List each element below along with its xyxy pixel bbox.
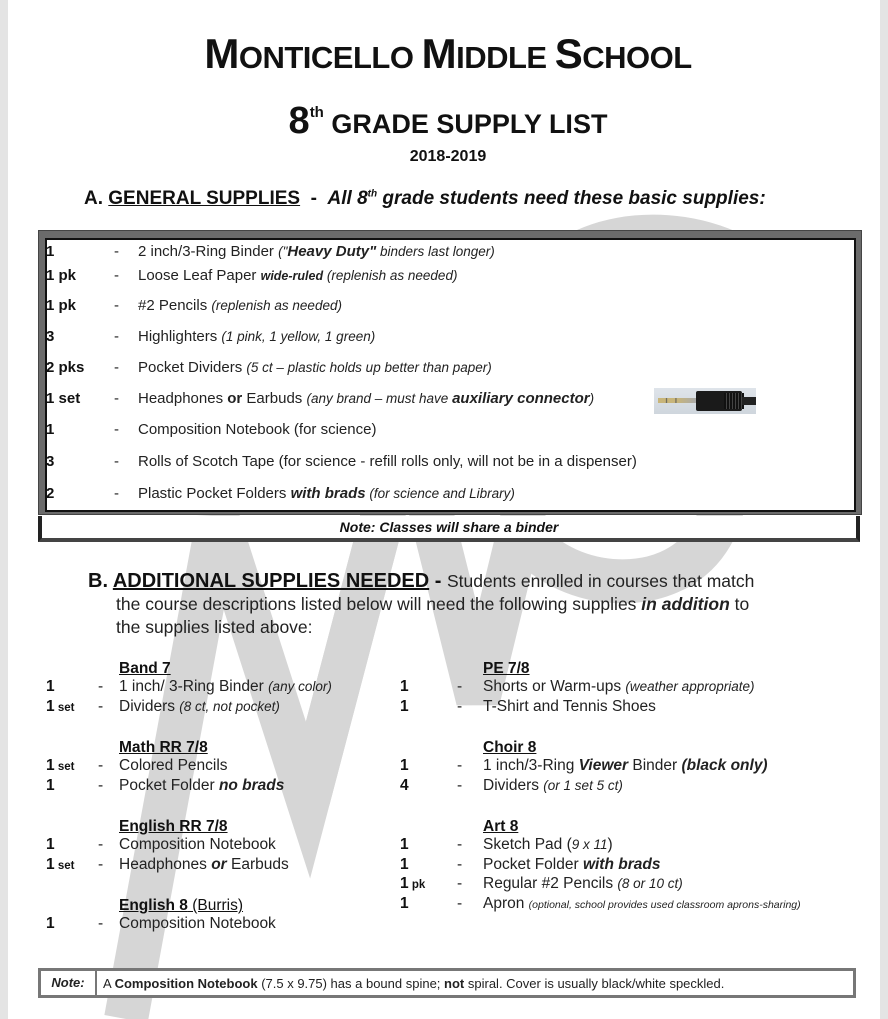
qty-number: 1: [46, 757, 55, 774]
item-quantity: [46, 698, 74, 716]
course-supply-item: [400, 836, 613, 856]
course-supply-item: [46, 836, 276, 856]
text-run: Regular #2 Pencils: [483, 875, 618, 892]
text-run: (weather appropriate): [625, 679, 755, 694]
qty-number: 1: [400, 875, 409, 892]
text-run: (or 1 set 5 ct): [543, 777, 623, 793]
item-quantity: [46, 836, 55, 854]
text-run: Plastic Pocket Folders: [138, 485, 291, 502]
text-run: Dividers: [483, 776, 544, 794]
course-supply-item: [400, 678, 755, 698]
text-run: 9 x 11: [571, 837, 608, 852]
text-run: (optional, school provides used classroom aprons-sharing): [528, 898, 801, 911]
text-run: Rolls of Scotch Tape (for science - refill rolls only, will not be in a dispenser): [138, 453, 637, 470]
text-run: Heavy Duty": [287, 243, 377, 260]
item-description: [138, 453, 637, 470]
item-dash: -: [114, 421, 119, 438]
item-description: [119, 856, 289, 874]
item-quantity: [400, 698, 409, 716]
item-quantity: 3: [46, 328, 55, 345]
qty-number: 1: [46, 836, 55, 853]
course-block: [46, 818, 289, 875]
text-run: (any color): [268, 679, 332, 694]
item-description: [138, 267, 457, 284]
course-supply-item: [400, 894, 801, 915]
course-block: [400, 818, 801, 914]
course-teacher: (Burris): [187, 897, 244, 914]
text-run: Composition Notebook: [119, 915, 276, 932]
item-description: [483, 698, 656, 716]
qty-number: 1: [46, 776, 55, 794]
text-run: (8 or 10 ct): [617, 876, 683, 891]
item-quantity: 1: [46, 421, 55, 438]
item-description: [138, 328, 375, 345]
item-quantity: [46, 678, 55, 696]
item-dash: -: [114, 453, 119, 470]
item-dash: -: [114, 328, 119, 345]
course-supply-item: [46, 678, 332, 698]
course-supply-item: [46, 855, 289, 876]
text-run: Pocket Dividers: [138, 359, 247, 376]
item-description: [483, 678, 754, 696]
text-run: A: [103, 975, 115, 991]
text-run: 1 inch/3-Ring: [483, 757, 579, 774]
item-dash: -: [114, 297, 119, 314]
note-label: Note:: [41, 971, 97, 995]
composition-notebook-note: [38, 968, 856, 998]
item-dash: -: [114, 267, 119, 284]
item-quantity: [46, 777, 55, 795]
item-dash: -: [114, 243, 119, 260]
text-run: (black only): [681, 757, 768, 774]
course-title: [400, 818, 518, 836]
course-name: English 8: [119, 897, 188, 914]
qty-number: 1: [400, 836, 409, 853]
text-run: Pocket Folder: [483, 855, 583, 873]
text-run: #2 Pencils: [138, 297, 212, 314]
item-description: [483, 757, 768, 775]
item-dash: -: [114, 359, 119, 376]
course-supply-item: [46, 697, 280, 718]
text-run: (for science and Library): [365, 486, 515, 501]
course-name: PE 7/8: [483, 660, 530, 677]
qty-number: 1: [400, 757, 409, 774]
qty-unit: pk: [408, 879, 426, 891]
section-a-heading: A. GENERAL SUPPLIES - All 8th grade students need these basic supplies:: [84, 188, 766, 209]
course-title: [46, 660, 171, 678]
qty-number: 1: [400, 855, 409, 873]
text-run: Composition Notebook: [114, 975, 258, 991]
item-quantity: [400, 836, 409, 854]
item-quantity: [46, 915, 55, 933]
document-page: [8, 0, 880, 1019]
text-run: (1 pink, 1 yellow, 1 green): [221, 329, 376, 344]
text-run: wide-ruled: [260, 269, 324, 283]
text-run: binders last longer): [376, 244, 495, 259]
text-run: no brads: [218, 776, 285, 794]
course-block: [46, 739, 285, 796]
text-run: Headphones: [119, 855, 212, 873]
text-run: Colored Pencils: [119, 757, 228, 774]
item-dash: -: [457, 678, 463, 695]
text-run: or: [227, 390, 243, 407]
item-quantity: 3: [46, 453, 55, 470]
text-run: Binder: [628, 757, 682, 774]
list-title: 8th GRADE SUPPLY LIST: [288, 100, 608, 142]
item-quantity: 1: [46, 243, 55, 260]
course-title: [400, 660, 530, 678]
item-description: [138, 243, 495, 260]
item-description: [119, 915, 276, 933]
qty-number: 1: [400, 894, 409, 912]
course-name: Math RR 7/8: [119, 739, 208, 756]
course-supply-item: [400, 757, 768, 777]
audio-jack-icon: [654, 388, 756, 414]
item-quantity: [400, 875, 425, 893]
text-run: Loose Leaf Paper: [138, 267, 261, 284]
item-description: [483, 856, 660, 874]
course-supply-item: [400, 875, 683, 895]
item-description: [119, 836, 276, 854]
item-description: [119, 777, 284, 795]
text-run: T-Shirt and Tennis Shoes: [483, 697, 656, 715]
qty-number: 1: [46, 697, 55, 715]
item-dash: -: [457, 697, 463, 715]
course-supply-item: [46, 776, 285, 797]
course-supply-item: [400, 776, 623, 797]
item-dash: -: [98, 915, 104, 932]
item-description: [138, 485, 515, 502]
note-text: [97, 976, 724, 991]
item-quantity: [400, 895, 409, 913]
text-run: (7.5 x 9.75) has a bound spine;: [257, 975, 445, 991]
item-quantity: [46, 757, 74, 775]
text-run: Sketch Pad (: [483, 836, 572, 853]
text-run: Apron: [483, 894, 529, 912]
item-dash: -: [98, 678, 104, 695]
item-dash: -: [98, 757, 104, 774]
qty-unit: set: [54, 859, 75, 872]
item-description: [119, 698, 280, 716]
course-name: Choir 8: [483, 739, 537, 756]
text-run: Shorts or Warm-ups: [483, 678, 626, 695]
qty-unit: set: [54, 761, 75, 773]
qty-number: 1: [400, 697, 409, 715]
school-year: 2018-2019: [409, 148, 487, 165]
text-run: auxiliary connector: [452, 390, 590, 407]
course-name: English RR 7/8: [119, 818, 228, 835]
item-description: [138, 421, 376, 438]
item-quantity: [400, 678, 409, 696]
text-run: 1 inch/ 3-Ring Binder: [119, 678, 269, 695]
item-dash: -: [114, 390, 119, 407]
text-run: Pocket Folder: [119, 776, 219, 794]
text-run: Composition Notebook: [119, 836, 276, 853]
item-quantity: 2 pks: [46, 359, 85, 376]
text-run: (8 ct, not pocket): [179, 698, 280, 714]
course-block: [46, 897, 276, 935]
item-dash: -: [457, 776, 463, 794]
item-quantity: [400, 757, 409, 775]
text-run: with brads: [290, 485, 366, 502]
item-quantity: [400, 777, 409, 795]
text-run: spiral. Cover is usually black/white speckled.: [464, 975, 725, 991]
text-run: 2 inch/3-Ring Binder: [138, 243, 279, 260]
text-run: Viewer: [578, 757, 629, 774]
item-dash: -: [457, 894, 463, 912]
text-run: Highlighters: [138, 328, 222, 345]
text-run: (any brand – must have: [306, 391, 453, 406]
item-description: [483, 875, 683, 893]
school-name: MONTICELLO MIDDLE SCHOOL: [204, 30, 692, 77]
item-quantity: 1 set: [46, 390, 81, 407]
course-block: [400, 739, 768, 796]
qty-number: 1: [46, 915, 55, 932]
text-run: Earbuds: [226, 855, 289, 873]
text-run: with brads: [582, 855, 661, 873]
course-name: Band 7: [119, 660, 171, 677]
item-description: [483, 895, 801, 913]
section-b-heading: B. ADDITIONAL SUPPLIES NEEDED - Students enrolled in courses that match the course descriptions listed below will need the following supplies in addition to the supplies listed above:: [88, 570, 755, 637]
item-dash: -: [457, 875, 463, 892]
course-supply-item: [400, 697, 656, 718]
course-supply-item: [400, 855, 661, 876]
item-dash: -: [98, 776, 104, 794]
course-title: [46, 818, 228, 836]
item-dash: -: [98, 836, 104, 853]
item-quantity: 1 pk: [46, 267, 77, 284]
item-dash: -: [457, 855, 463, 873]
course-supply-item: [46, 915, 276, 935]
item-quantity: 1 pk: [46, 297, 77, 314]
text-run: ): [607, 836, 613, 853]
qty-number: 1: [400, 678, 409, 695]
course-block: [46, 660, 332, 717]
binder-note: Note: Classes will share a binder: [38, 516, 860, 542]
item-quantity: 2: [46, 485, 55, 502]
item-dash: -: [98, 697, 104, 715]
item-quantity: [46, 856, 74, 874]
item-description: [119, 678, 332, 696]
course-title: [46, 739, 208, 757]
item-description: [483, 777, 623, 795]
qty-unit: set: [54, 701, 75, 714]
course-title: [400, 739, 536, 757]
course-name: Art 8: [483, 818, 519, 835]
text-run: Headphones: [138, 390, 228, 407]
text-run: (": [278, 244, 288, 259]
course-supply-item: [46, 757, 228, 777]
item-description: [483, 836, 613, 854]
text-run: (replenish as needed): [323, 268, 458, 283]
course-title: [46, 897, 243, 915]
item-description: [138, 390, 594, 407]
item-description: [138, 297, 342, 314]
item-dash: -: [457, 836, 463, 853]
text-run: (replenish as needed): [211, 298, 342, 313]
text-run: ): [589, 391, 595, 406]
item-quantity: [400, 856, 409, 874]
course-block: [400, 660, 755, 717]
item-dash: -: [114, 485, 119, 502]
qty-number: 4: [400, 776, 409, 794]
text-run: not: [444, 975, 465, 991]
text-run: Composition Notebook (for science): [138, 421, 377, 438]
qty-number: 1: [46, 855, 55, 873]
text-run: (5 ct – plastic holds up better than paper): [246, 360, 492, 375]
text-run: Dividers: [119, 697, 180, 715]
item-dash: -: [98, 855, 104, 873]
text-run: or: [211, 855, 227, 873]
qty-number: 1: [46, 678, 55, 695]
item-dash: -: [457, 757, 463, 774]
item-description: [138, 359, 492, 376]
item-description: [119, 757, 228, 775]
text-run: Earbuds: [242, 390, 307, 407]
